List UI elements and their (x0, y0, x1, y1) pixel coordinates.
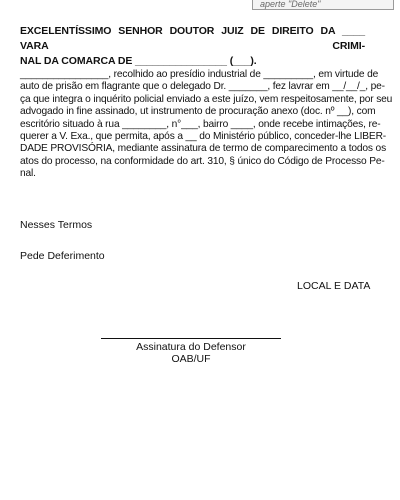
delete-hint-box (252, 0, 394, 10)
body-line: ça que integra o inquérito policial enviado a este juízo, vem respeitosamente, por seu (20, 93, 393, 105)
signature-name: Assinatura do Defensor (136, 341, 246, 353)
signature-registration: OAB/UF (171, 353, 211, 365)
body-line: nal. (20, 168, 36, 180)
delete-hint-text: aperte "Delete" (260, 0, 321, 9)
body-line: querer a V. Exa., que permita, após a __ do Ministério público, conceder-lhe LIBER- (20, 131, 387, 143)
body-line: escritório situado à rua ________, n°___, bairro ____, onde recebe intimações, re- (20, 118, 381, 130)
request-text: Pede Deferimento (20, 250, 105, 262)
body-line: atos do processo, na conformidade do art. 310, § único do Código de Processo Pe- (20, 155, 385, 167)
body-line: advogado in fine assinado, ut instrumento de procuração anexo (doc. nº __), com (20, 106, 376, 118)
body-line: DADE PROVISÓRIA, mediante assinatura de termo de comparecimento a todos os (20, 143, 387, 155)
body-line: auto de prisão em flagrante que o delegado Dr. _______, fez lavrar em __/__/_, pe- (20, 81, 385, 93)
signature-line (101, 338, 281, 339)
closing-text: Nesses Termos (20, 219, 93, 231)
heading-line-2: NAL DA COMARCA DE ________________ (___). (20, 55, 257, 67)
petition-body (20, 69, 393, 181)
body-line: ________________, recolhido ao presídio industrial de _________, em virtude de (20, 69, 379, 80)
heading-line-1: EXCELENTÍSSIMO SENHOR DOUTOR JUIZ DE DIREITO DA ____ VARA CRIMI- (20, 25, 365, 52)
petition-heading (20, 24, 365, 69)
place-date-text: LOCAL E DATA (297, 280, 371, 292)
